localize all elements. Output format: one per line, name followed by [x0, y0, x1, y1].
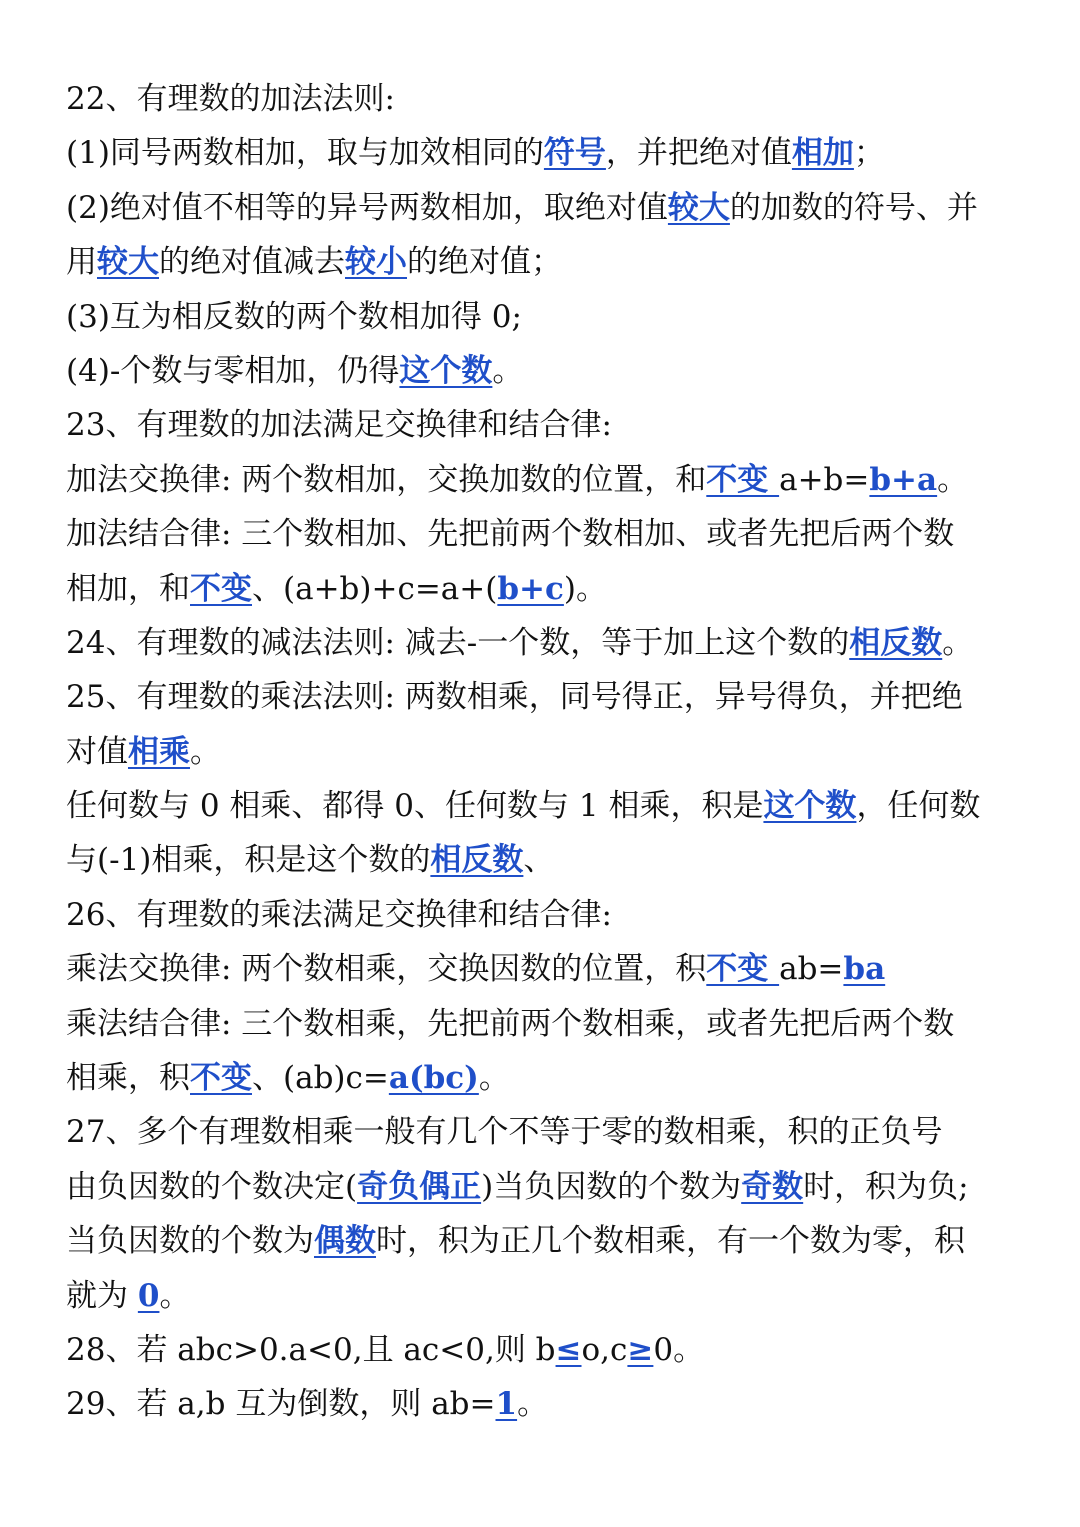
text-segment: 相加，和: [66, 570, 190, 607]
text-segment: ，任何数: [856, 788, 981, 825]
text-segment: 、: [523, 842, 555, 879]
text-line: [66, 1105, 1026, 1159]
text-segment: (4)-个数与零相加，仍得: [66, 352, 400, 389]
text-line: [66, 1051, 1026, 1105]
answer-highlight: 不变: [706, 461, 780, 498]
answer-highlight: b+a: [869, 461, 938, 498]
text-segment: 加法交换律: 两个数相加，交换加数的位置，和: [66, 461, 707, 498]
text-segment: 相乘，积: [66, 1060, 190, 1097]
answer-highlight: 不变: [190, 1060, 252, 1097]
text-segment: 与(-1)相乘，积是这个数的: [66, 842, 431, 879]
text-segment: 23、有理数的加法满足交换律和结合律:: [66, 407, 612, 444]
text-segment: 29、若 a,b 互为倒数，则 ab=: [66, 1386, 496, 1423]
text-segment: 26、有理数的乘法满足交换律和结合律:: [66, 896, 612, 933]
text-segment: 、(ab)c=: [252, 1060, 389, 1097]
text-segment: 时，积为正几个数相乘，有一个数为零，积: [376, 1223, 965, 1260]
text-segment: 就为: [66, 1277, 138, 1314]
text-line: [66, 453, 1026, 507]
text-segment: 28、若 abc>0.a<0,且 ac<0,则 b: [66, 1331, 556, 1368]
text-segment: 的加数的符号、并: [729, 189, 978, 226]
answer-highlight: b+c: [497, 570, 564, 607]
answer-highlight: 1: [495, 1386, 518, 1423]
text-line: [66, 507, 1026, 561]
text-line: [66, 181, 1026, 235]
text-segment: 。: [190, 733, 221, 770]
answer-highlight: 相反数: [430, 842, 524, 879]
text-segment: (1)同号两数相加，取与加效相同的: [66, 135, 544, 172]
text-segment: 、(a+b)+c=a+(: [252, 570, 498, 607]
text-line: [66, 398, 1026, 452]
text-segment: 25、有理数的乘法法则: 两数相乘，同号得正，异号得负，并把绝: [66, 679, 963, 716]
answer-highlight: 相乘: [128, 733, 190, 770]
text-segment: 。: [942, 624, 974, 661]
text-line: [66, 725, 1026, 779]
answer-highlight: 这个数: [763, 788, 857, 825]
text-segment: ，并把绝对值: [605, 135, 792, 172]
answer-highlight: 这个数: [399, 352, 493, 389]
text-line: [66, 997, 1026, 1051]
text-line: [66, 72, 1026, 126]
text-segment: 对值: [66, 733, 128, 770]
text-line: [66, 1323, 1026, 1377]
text-segment: a+b=: [779, 461, 870, 498]
answer-highlight: 较大: [97, 244, 159, 281]
answer-highlight: 奇数: [741, 1168, 804, 1205]
text-segment: ；: [853, 135, 885, 172]
answer-highlight: 符号: [543, 135, 606, 172]
notes-document: [66, 72, 1026, 1432]
text-segment: 的绝对值；: [407, 244, 562, 281]
answer-highlight: 较小: [345, 244, 407, 281]
text-line: [66, 126, 1026, 180]
text-segment: o,c: [581, 1331, 628, 1368]
answer-highlight: 不变: [190, 570, 252, 607]
answer-highlight: 偶数: [314, 1223, 376, 1260]
text-line: [66, 344, 1026, 398]
text-segment: 乘法结合律: 三个数相乘，先把前两个数相乘，或者先把后两个数: [66, 1005, 955, 1042]
text-line: [66, 1377, 1026, 1431]
text-segment: 。: [517, 1386, 549, 1423]
text-segment: )当负因数的个数为: [481, 1168, 742, 1205]
text-line: [66, 616, 1026, 670]
text-segment: )。: [563, 570, 607, 607]
text-segment: (3)互为相反数的两个数相加得 0;: [66, 298, 522, 335]
text-segment: 0。: [653, 1331, 705, 1368]
text-segment: 。: [492, 352, 524, 389]
answer-highlight: 相反数: [849, 624, 943, 661]
text-line: [66, 562, 1026, 616]
answer-highlight: 奇负偶正: [357, 1168, 482, 1205]
text-segment: 24、有理数的减法法则: 减去-一个数，等于加上这个数的: [66, 624, 850, 661]
answer-highlight: 较大: [667, 189, 730, 226]
answer-highlight: 不变: [706, 951, 780, 988]
text-line: [66, 235, 1026, 289]
text-segment: 时，积为负;: [803, 1168, 969, 1205]
text-segment: 27、多个有理数相乘一般有几个不等于零的数相乘，积的正负号: [66, 1114, 943, 1151]
text-segment: 。: [937, 461, 969, 498]
answer-highlight: a(bc): [388, 1060, 479, 1097]
text-segment: 用: [66, 244, 97, 281]
text-segment: 由负因数的个数决定(: [66, 1168, 358, 1205]
text-segment: 当负因数的个数为: [66, 1223, 314, 1260]
text-line: [66, 290, 1026, 344]
text-segment: 。: [478, 1060, 510, 1097]
text-segment: ab=: [779, 951, 844, 988]
answer-highlight: 0: [137, 1277, 160, 1314]
text-line: [66, 833, 1026, 887]
answer-highlight: ba: [843, 951, 886, 988]
text-segment: 乘法交换律: 两个数相乘，交换因数的位置，积: [66, 951, 707, 988]
text-segment: 的绝对值减去: [159, 244, 345, 281]
answer-highlight: ≥: [627, 1331, 654, 1368]
text-segment: 22、有理数的加法法则:: [66, 81, 395, 117]
text-line: [66, 942, 1026, 996]
text-segment: 。: [159, 1277, 191, 1314]
text-segment: 任何数与 0 相乘、都得 0、任何数与 1 相乘，积是: [66, 788, 764, 825]
answer-highlight: ≤: [555, 1331, 582, 1368]
text-line: [66, 888, 1026, 942]
text-segment: (2)绝对值不相等的异号两数相加，取绝对值: [66, 189, 668, 226]
text-line: [66, 1269, 1026, 1323]
text-line: [66, 779, 1026, 833]
text-line: [66, 670, 1026, 724]
answer-highlight: 相加: [791, 135, 854, 172]
text-line: [66, 1160, 1026, 1214]
text-segment: 加法结合律: 三个数相加、先把前两个数相加、或者先把后两个数: [66, 516, 955, 553]
text-line: [66, 1214, 1026, 1268]
